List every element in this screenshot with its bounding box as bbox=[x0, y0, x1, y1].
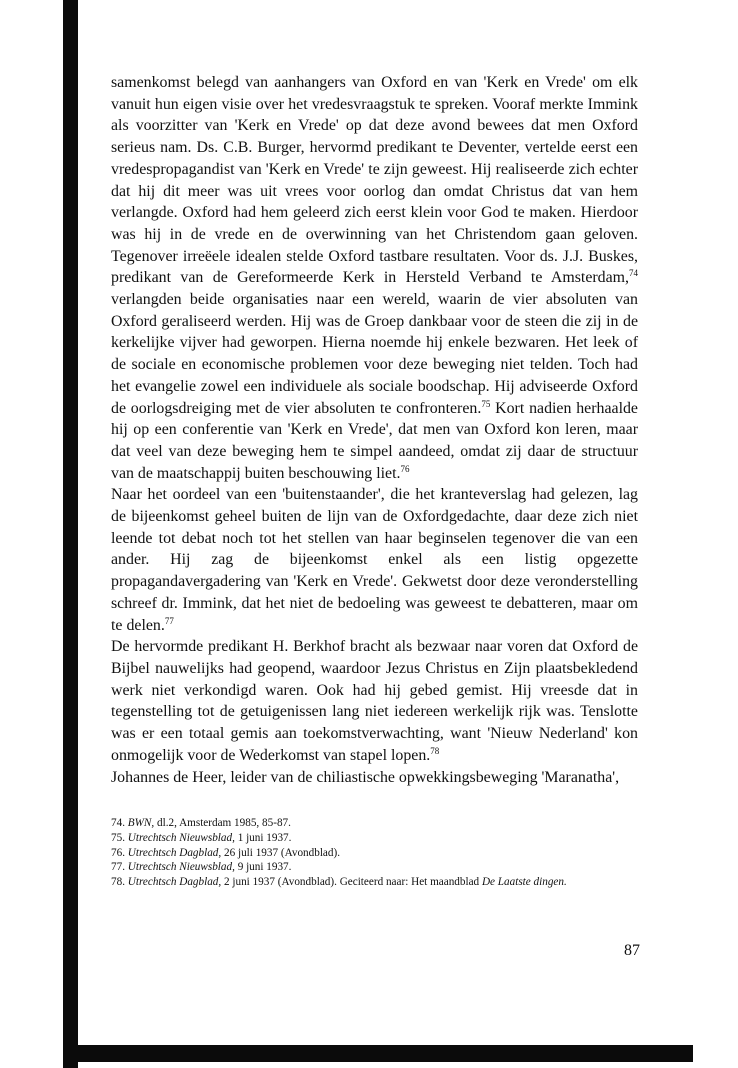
footnote-source: Utrechtsch Dagblad, bbox=[127, 846, 222, 859]
footnote bbox=[111, 860, 638, 875]
footnote-ref: 77 bbox=[164, 615, 174, 626]
footnote bbox=[111, 875, 638, 890]
text-run: Kort nadien herhaalde hij op een conferentie van 'Kerk en Vrede', dat men van Oxford kon leren, maar dat veel van deze beweging hem te simpel aandeed, omdat zij daar de structuur van de maatschappij buiten beschouwing liet. bbox=[111, 399, 638, 482]
footnote-number: 75. bbox=[111, 831, 125, 844]
footnote bbox=[111, 846, 638, 861]
paragraph bbox=[111, 72, 638, 484]
scan-edge-bottom bbox=[63, 1045, 693, 1062]
footnote-text: 2 juni 1937 (Avondblad). Geciteerd naar: Het maandblad bbox=[221, 876, 482, 889]
text-run: verlangden beide organisaties naar een wereld, waarin de vier absoluten van Oxford geraliseerd werden. Hij was de Groep dankbaar voor de steen die zij in de kerkelijke vijver had geworpen. Hierna noemde hij enkele bezwaren. Het leek of de sociale en economische problemen voor deze beweging niet telden. Toch had het evangelie zowel een individuele als sociale boodschap. Hij adviseerde Oxford de oorlogsdreiging met de vier absoluten te confronteren. bbox=[111, 291, 638, 417]
footnote-ref: 74 bbox=[629, 268, 638, 279]
footnote-ref: 76 bbox=[400, 463, 410, 474]
footnote bbox=[111, 816, 638, 831]
footnote-source: Utrechtsch Nieuwsblad, bbox=[127, 831, 235, 844]
footnotes bbox=[111, 816, 638, 890]
footnote-text: 26 juli 1937 (Avondblad). bbox=[221, 846, 341, 859]
footnote-text: 1 juni 1937. bbox=[234, 831, 292, 844]
text-run: Naar het oordeel van een 'buitenstaander', die het kranteverslag had gelezen, lag de bijeenkomst geheel buiten de lijn van de Oxfordgedachte, daar deze zich niet leende tot debat noch tot het stellen van haar beginselen tegenover die van een ander. Hij zag de bijeenkomst enkel als een listig opgezette propagandavergadering van 'Kerk en Vrede'. Gekwetst door deze veronderstelling schreef dr. Immink, dat het niet de bedoeling was geweest te debatteren, maar om te delen. bbox=[111, 486, 638, 634]
footnote-source-title: De Laatste dingen. bbox=[481, 876, 567, 889]
paragraph bbox=[111, 484, 638, 636]
footnote-text: dl.2, Amsterdam 1985, 85-87. bbox=[154, 817, 291, 829]
page-number: 87 bbox=[624, 942, 640, 959]
footnote-source: Utrechtsch Nieuwsblad, bbox=[127, 861, 235, 874]
paragraph bbox=[111, 767, 638, 789]
footnote-ref: 75 bbox=[481, 398, 491, 409]
footnote-text: 9 juni 1937. bbox=[234, 861, 292, 874]
footnote-source: Utrechtsch Dagblad, bbox=[127, 876, 222, 889]
scan-edge-left bbox=[63, 0, 78, 1068]
text-run: Johannes de Heer, leider van de chiliastische opwekkingsbeweging 'Maranatha', bbox=[111, 768, 620, 786]
footnote-number: 74. bbox=[111, 817, 125, 829]
footnote bbox=[111, 831, 638, 846]
footnote-number: 76. bbox=[111, 846, 125, 859]
paragraph bbox=[111, 636, 638, 766]
footnote-number: 78. bbox=[111, 876, 125, 889]
body-text bbox=[111, 72, 638, 788]
footnote-ref: 78 bbox=[430, 745, 440, 756]
footnote-number: 77. bbox=[111, 861, 125, 874]
text-run: samenkomst belegd van aanhangers van Oxford en van 'Kerk en Vrede' om elk vanuit hun eigen visie over het vredesvraagstuk te spreken. Vooraf merkte Immink als voorzitter van 'Kerk en Vrede' op dat deze avond bewees dat men Oxford serieus nam. Ds. C.B. Burger, hervormd predikant te Deventer, vertelde eerst een vredespropagandist van 'Kerk en Vrede' te zijn geweest. Hij realiseerde zich echter dat hij dit meer was uit vrees voor oorlog dan omdat Christus dat van hem verlangde. Oxford had hem geleerd zich eerst klein voor God te maken. Hierdoor was hij in de vrede en de overwinning van het Christendom gaan geloven. Tegenover irreëele idealen stelde Oxford tastbare resultaten. Voor ds. J.J. Buskes, predikant van de Gereformeerde Kerk in Hersteld Verband te Amsterdam, bbox=[111, 74, 638, 287]
footnote-source: BWN, bbox=[127, 817, 155, 829]
text-run: De hervormde predikant H. Berkhof bracht als bezwaar naar voren dat Oxford de Bijbel nauwelijks had geopend, waardoor Jezus Christus en Zijn plaatsbekledend werk niet verkondigd waren. Ook had hij gebed gemist. Hij vreesde dat in tegenstelling tot de getuigenissen lang niet iedereen werkelijk rijk was. Tenslotte was er een totaal gemis aan toekomstverwachting, want 'Nieuw Nederland' kon onmogelijk voor de Wederkomst van stapel lopen. bbox=[111, 638, 638, 764]
